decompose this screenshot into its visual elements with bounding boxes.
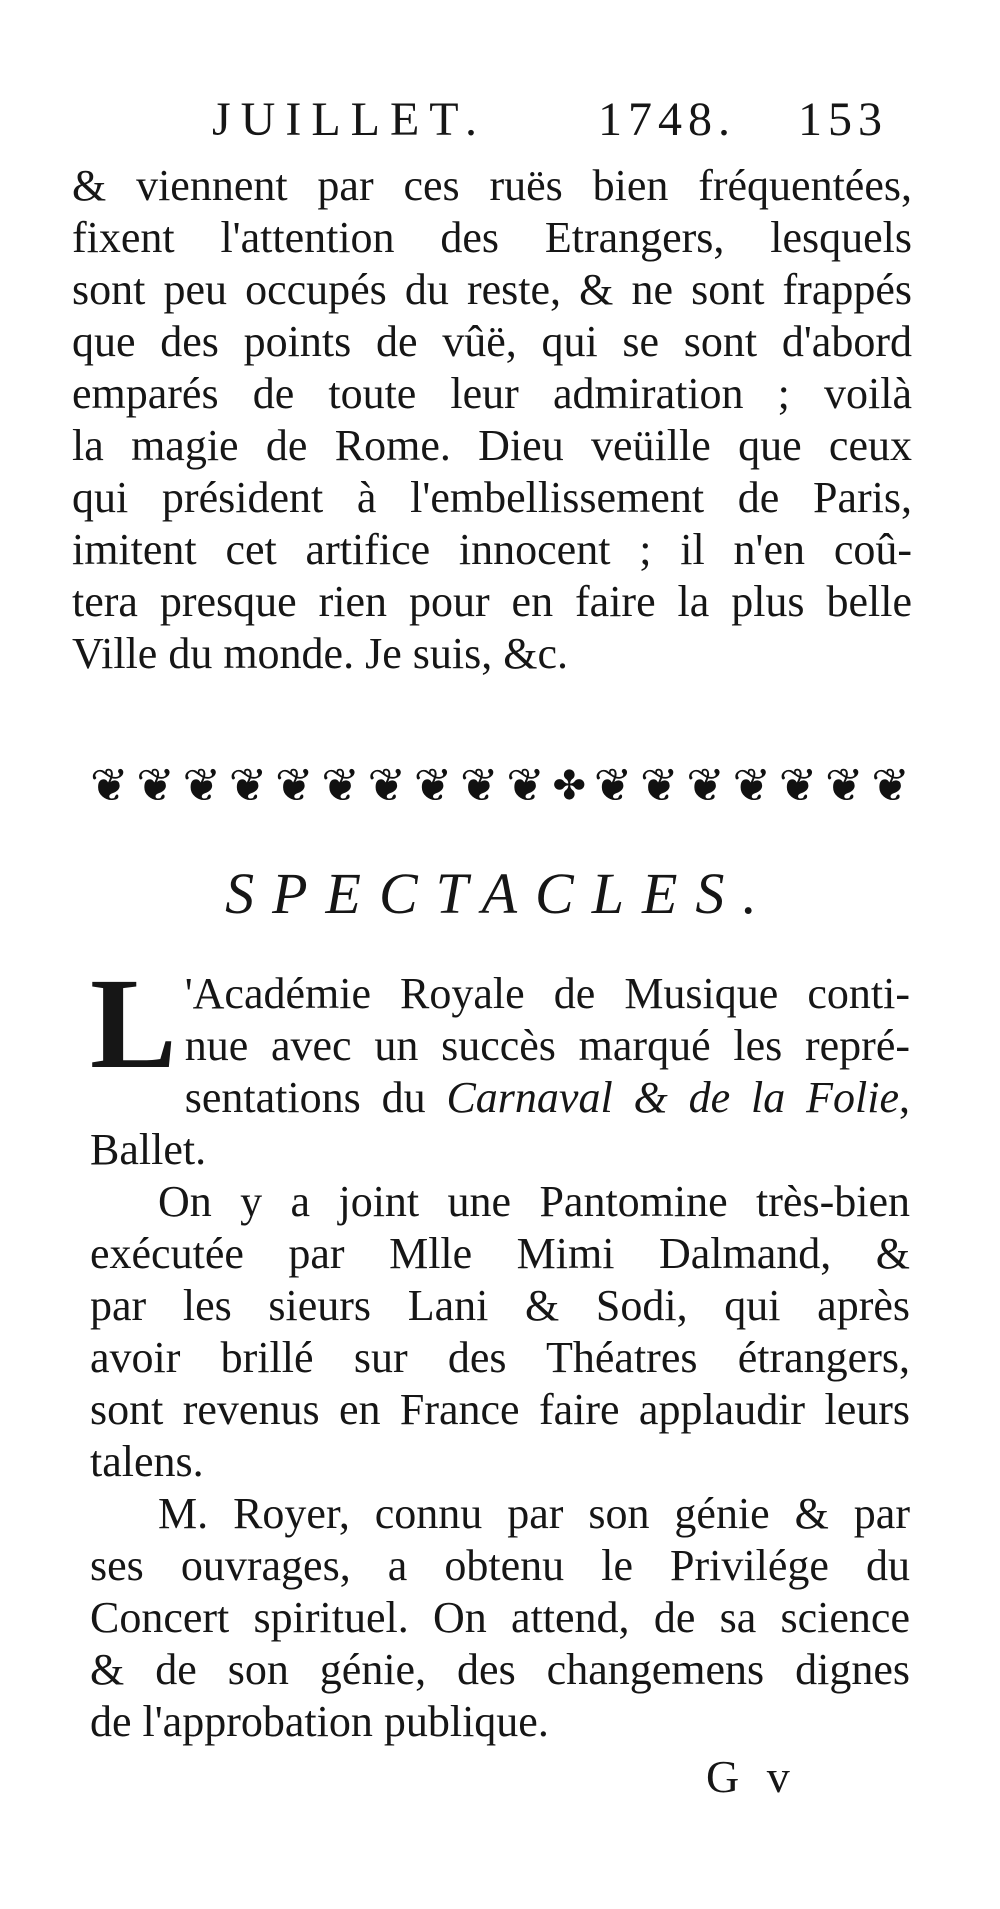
fleuron-icon: ❦ — [824, 760, 864, 811]
drop-cap: L — [90, 952, 177, 1096]
fleuron-icon: ❦ — [686, 760, 725, 811]
paragraph-opera — [90, 952, 911, 1176]
text-line: Concert spirituel. On attend, de sa science — [90, 1593, 910, 1642]
fleuron-icon: ❦ — [778, 760, 818, 811]
text-line: Ballet. — [90, 1125, 207, 1174]
fleuron-icon: ❦ — [639, 760, 679, 811]
text-line — [90, 1072, 910, 1124]
fleuron-icon: ❦ — [506, 760, 545, 811]
text-line: imitent cet artifice innocent ; il n'en coû- — [72, 525, 912, 574]
fleuron-icon: ❦ — [321, 760, 360, 811]
text-line: fixent l'attention des Etrangers, lesquels — [72, 213, 912, 262]
text-line: avoir brillé sur des Théatres étrangers, — [90, 1333, 910, 1382]
fleuron-icon: ❦ — [732, 760, 772, 811]
text-line: par les sieurs Lani & Sodi, qui après — [90, 1281, 910, 1330]
text-line: exécutée par Mlle Mimi Dalmand, & — [90, 1229, 910, 1278]
fleuron-ornament-band — [90, 760, 910, 812]
text-line: qui président à l'embellissement de Paris, — [72, 473, 912, 522]
text-line: On y a joint une Pantomine très-bien — [158, 1177, 910, 1226]
text-line: talens. — [90, 1437, 204, 1486]
fleuron-icon: ❦ — [460, 760, 499, 811]
text-line: emparés de toute leur admiration ; voilà — [72, 369, 912, 418]
text-line: M. Royer, connu par son génie & par — [158, 1489, 910, 1538]
top-paragraph — [72, 160, 912, 680]
signature-mark: G v — [706, 1751, 798, 1802]
text-line: que des points de vûë, qui se sont d'abord — [72, 317, 912, 366]
fleuron-icon: ❦ — [367, 760, 407, 811]
running-head — [200, 92, 900, 152]
page-number: 153 — [798, 93, 888, 146]
text-line: sont peu occupés du reste, & ne sont frappés — [72, 265, 912, 314]
text-line: Ville du monde. Je suis, &c. — [72, 629, 568, 678]
fleuron-icon: ❦ — [871, 760, 910, 811]
text-line: & viennent par ces ruës bien fréquentées, — [72, 161, 912, 210]
text-line: sont revenus en France faire applaudir leurs — [90, 1385, 910, 1434]
text-line: 'Académie Royale de Musique conti- — [184, 969, 910, 1018]
fleuron-icon: ❦ — [275, 760, 314, 811]
ornament-separator-icon: ✤ — [552, 763, 587, 808]
text-line: la magie de Rome. Dieu veüille que ceux — [72, 421, 912, 470]
fleuron-icon: ❦ — [90, 760, 129, 811]
running-head-month: JUILLET. — [212, 93, 488, 146]
text-segment: sentations du — [184, 1073, 447, 1122]
paragraph-pantomime — [90, 1176, 910, 1488]
text-line: ses ouvrages, a obtenu le Privilége du — [90, 1541, 910, 1590]
paragraph-royer — [90, 1488, 910, 1748]
text-segment: , — [899, 1073, 911, 1122]
text-line: tera presque rien pour en faire la plus belle — [72, 577, 912, 626]
running-head-year: 1748. — [598, 93, 736, 146]
fleuron-icon: ❦ — [593, 760, 633, 811]
text-line: de l'approbation publique. — [90, 1697, 549, 1746]
italic-work-title: Carnaval & de la Folie — [446, 1073, 900, 1122]
fleuron-icon: ❦ — [228, 760, 268, 811]
fleuron-icon: ❦ — [182, 760, 222, 811]
fleuron-icon: ❦ — [413, 760, 453, 811]
fleuron-icon: ❦ — [136, 760, 175, 811]
text-line: & de son génie, des changemens dignes — [90, 1645, 910, 1694]
section-title: SPECTACLES. — [225, 861, 775, 926]
text-line: nue avec un succès marqué les repré- — [184, 1021, 910, 1070]
